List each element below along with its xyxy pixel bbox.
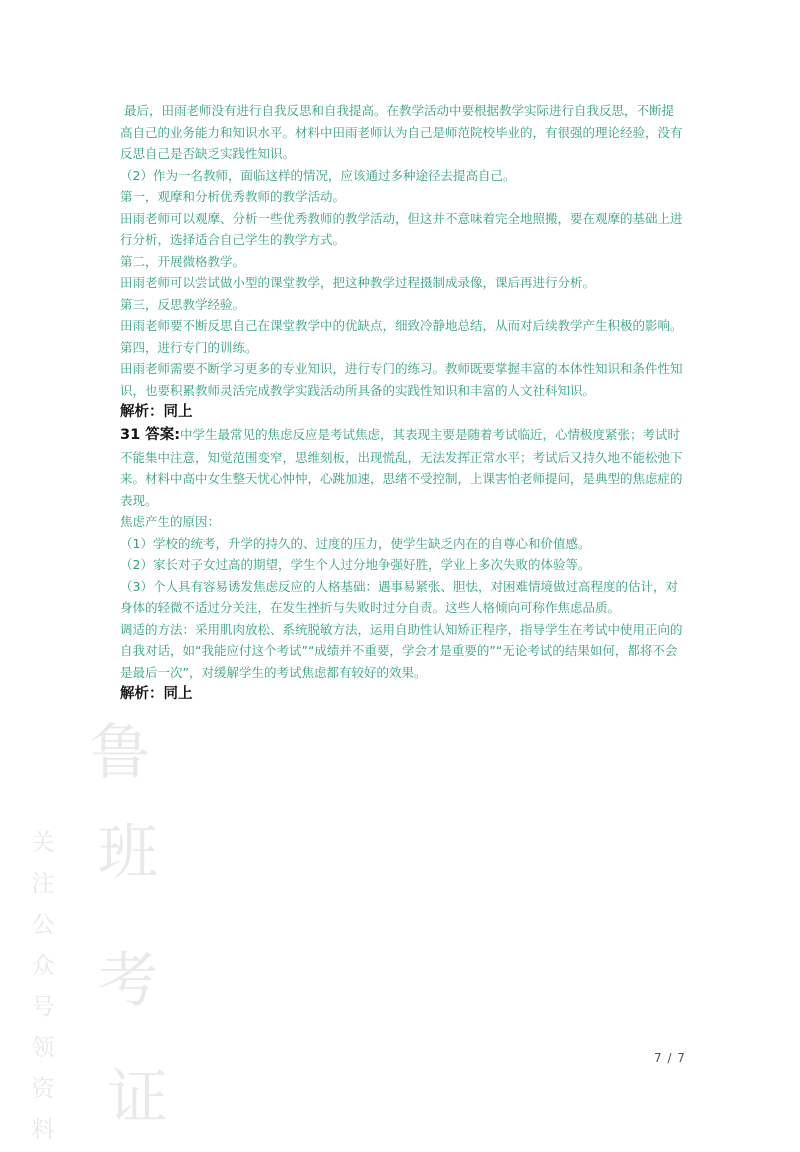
paragraph-step2-title: 第二，开展微格教学。: [120, 253, 246, 269]
answer-31-label: 31 答案:: [120, 427, 181, 443]
watermark-char: 关: [31, 830, 55, 856]
answer-content: [120, 100, 684, 706]
paragraph-cause-2: （2）家长对子女过高的期望，学生个人过分地争强好胜，学业上多次失败的体验等。: [120, 557, 591, 572]
paragraph-step1-body: 田雨老师可以观摩、分析一些优秀教师的教学活动，但这并不意味着完全地照搬，要在观摩的基础上进行分析，选择适合自己学生的教学方式。: [120, 210, 683, 247]
watermark-char: 料: [31, 1117, 55, 1143]
paragraph-cause-3: （3）个人具有容易诱发焦虑反应的人格基础：遇事易紧张、胆怯，对困难情境做过高程度的估计，对身体的轻微不适过分关注，在发生挫折与失败时过分自责。这些人格倾向可称作焦虑品质。: [120, 578, 678, 615]
paragraph-step3-title: 第三，反思教学经验。: [120, 296, 246, 312]
watermark-char: 号: [31, 994, 55, 1020]
paragraph-cause-1: （1）学校的统考，升学的持久的、过度的压力，使学生缺乏内在的自尊心和价值感。: [120, 535, 591, 551]
paragraph-step2-body: 田雨老师可以尝试做小型的课堂教学，把这种教学过程摄制成录像，课后再进行分析。: [120, 275, 596, 290]
page-number: 7 / 7: [654, 1051, 686, 1065]
watermark-char: 鲁: [90, 718, 150, 788]
paragraph-reflection: 最后，田雨老师没有进行自我反思和自我提高。在教学活动中要根据教学实际进行自我反思，不断提高自己的业务能力和知识水平。材料中田雨老师认为自己是师范院校毕业的，有很强的理论经验，没有反思自己是否缺乏实践性知识。: [120, 103, 683, 161]
answer-31: [120, 424, 684, 511]
watermark-char: 资: [31, 1076, 55, 1102]
paragraph-step4-title: 第四，进行专门的训练。: [120, 339, 258, 355]
paragraph-step3-body: 田雨老师要不断反思自己在课堂教学中的优缺点，细致冷静地总结，从而对后续教学产生积极的影响。: [120, 318, 683, 333]
watermark-vertical-text: [28, 824, 58, 1152]
watermark-char: 领: [31, 1035, 55, 1061]
answer-31-intro: 中学生最常见的焦虑反应是考试焦虑，其表现主要是随着考试临近，心情极度紧张；考试时不能集中注意，知觉范围变窄，思维刻板，出现慌乱，无法发挥正常水平；考试后又持久地不能松弛下来。材料中高中女生整天忧心忡忡，心跳加速，思绪不受控制，上课害怕老师提问，是典型的焦虑症的表现。: [120, 427, 683, 508]
watermark-char: 班: [98, 818, 158, 888]
watermark-char: 考: [98, 946, 158, 1016]
paragraph-q2: （2）作为一名教师，面临这样的情况，应该通过多种途径去提高自己。: [120, 167, 516, 183]
watermark-char: 众: [31, 953, 55, 979]
watermark-char: 证: [108, 1063, 168, 1133]
analysis-label-1: 解析：同上: [120, 404, 193, 420]
watermark-char: 注: [31, 871, 55, 897]
watermark-char: 公: [31, 912, 55, 938]
analysis-label-2: 解析：同上: [120, 686, 193, 702]
paragraph-methods: 调适的方法：采用肌肉放松、系统脱敏方法，运用自助性认知矫正程序，指导学生在考试中使用正向的自我对话，如“我能应付这个考试”“成绩并不重要，学会才是重要的”“无论考试的结果如何，都将不会是最后一次”，对缓解学生的考试焦虑都有较好的效果。: [120, 621, 683, 680]
paragraph-step4-body: 田雨老师需要不断学习更多的专业知识，进行专门的练习。教师既要掌握丰富的本体性知识和条件性知识，也要积累教师灵活完成教学实践活动所具备的实践性知识和丰富的人文社科知识。: [120, 361, 683, 398]
paragraph-step1-title: 第一，观摩和分析优秀教师的教学活动。: [120, 189, 346, 204]
paragraph-causes-title: 焦虑产生的原因：: [120, 514, 221, 529]
